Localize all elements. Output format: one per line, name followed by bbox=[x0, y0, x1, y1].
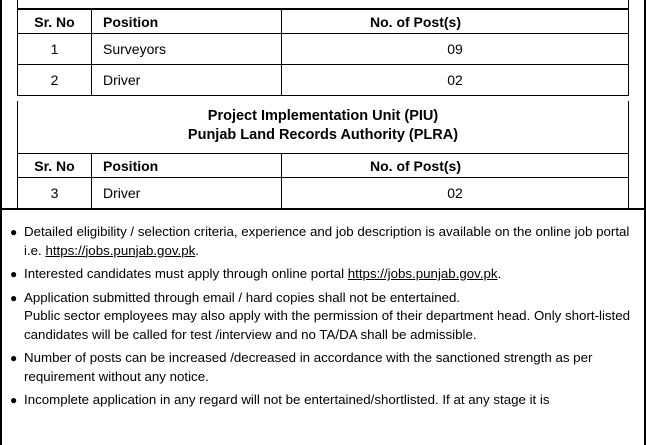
notes-list bbox=[10, 223, 640, 415]
list-item bbox=[10, 265, 640, 284]
list-item bbox=[10, 223, 640, 260]
list-item bbox=[10, 289, 640, 345]
row-sr-no: 1 bbox=[18, 34, 92, 65]
piu-heading-line2: Punjab Land Records Authority (PLRA) bbox=[187, 127, 459, 143]
left-border bbox=[0, 0, 2, 445]
row-posts: 02 bbox=[282, 178, 629, 209]
row-sr-no: 3 bbox=[18, 178, 92, 209]
portal-link[interactable]: https://jobs.punjab.gov.pk bbox=[347, 266, 498, 281]
note-text: Public sector employees may also apply with the permission of their department head. Only short-listed candidates will be called for test /interview and no TA/DA shall be admissible. bbox=[24, 308, 631, 342]
table-header-row bbox=[18, 10, 629, 34]
header-position: Position bbox=[92, 10, 282, 34]
note-text: Incomplete application in any regard will not be entertained/shortlisted. If at any stage it is bbox=[24, 392, 550, 407]
positions-table-1 bbox=[17, 9, 629, 96]
header-posts: No. of Post(s) bbox=[282, 154, 629, 178]
piu-heading bbox=[17, 101, 629, 153]
bullet-icon: ● bbox=[10, 225, 18, 239]
note-end: . bbox=[497, 266, 502, 281]
piu-heading-line1: Project Implementation Unit (PIU) bbox=[207, 108, 439, 124]
row-position: Driver bbox=[92, 65, 282, 96]
row-posts: 02 bbox=[282, 65, 629, 96]
note-text: Application submitted through email / hard copies shall not be entertained. bbox=[24, 289, 461, 305]
section-divider bbox=[0, 208, 646, 210]
row-position: Surveyors bbox=[92, 34, 282, 65]
table-header-row bbox=[18, 154, 629, 178]
row-position: Driver bbox=[92, 178, 282, 209]
note-text: Number of posts can be increased /decreased in accordance with the sanctioned strength as per requirement without any notice. bbox=[24, 350, 593, 384]
list-item bbox=[10, 391, 640, 410]
header-posts: No. of Post(s) bbox=[282, 10, 629, 34]
bullet-icon: ● bbox=[10, 290, 18, 305]
bullet-icon: ● bbox=[10, 267, 18, 281]
bullet-icon: ● bbox=[10, 393, 18, 407]
header-sr-no: Sr. No bbox=[18, 154, 92, 178]
table-row bbox=[18, 34, 629, 65]
header-sr-no: Sr. No bbox=[18, 10, 92, 34]
row-posts: 09 bbox=[282, 34, 629, 65]
row-sr-no: 2 bbox=[18, 65, 92, 96]
table-row bbox=[18, 178, 629, 209]
table-row bbox=[18, 65, 629, 96]
portal-link[interactable]: https://jobs.punjab.gov.pk bbox=[45, 242, 196, 258]
positions-table-2 bbox=[17, 153, 629, 209]
header-position: Position bbox=[92, 154, 282, 178]
bullet-icon: ● bbox=[10, 351, 18, 365]
table-top-remnant bbox=[17, 0, 629, 9]
note-text: Detailed eligibility / selection criteria, experience and job description is available on the online job portal i.e. bbox=[24, 224, 630, 258]
note-end: . bbox=[195, 242, 199, 258]
list-item bbox=[10, 349, 640, 386]
note-text: Interested candidates must apply through online portal bbox=[24, 266, 348, 281]
